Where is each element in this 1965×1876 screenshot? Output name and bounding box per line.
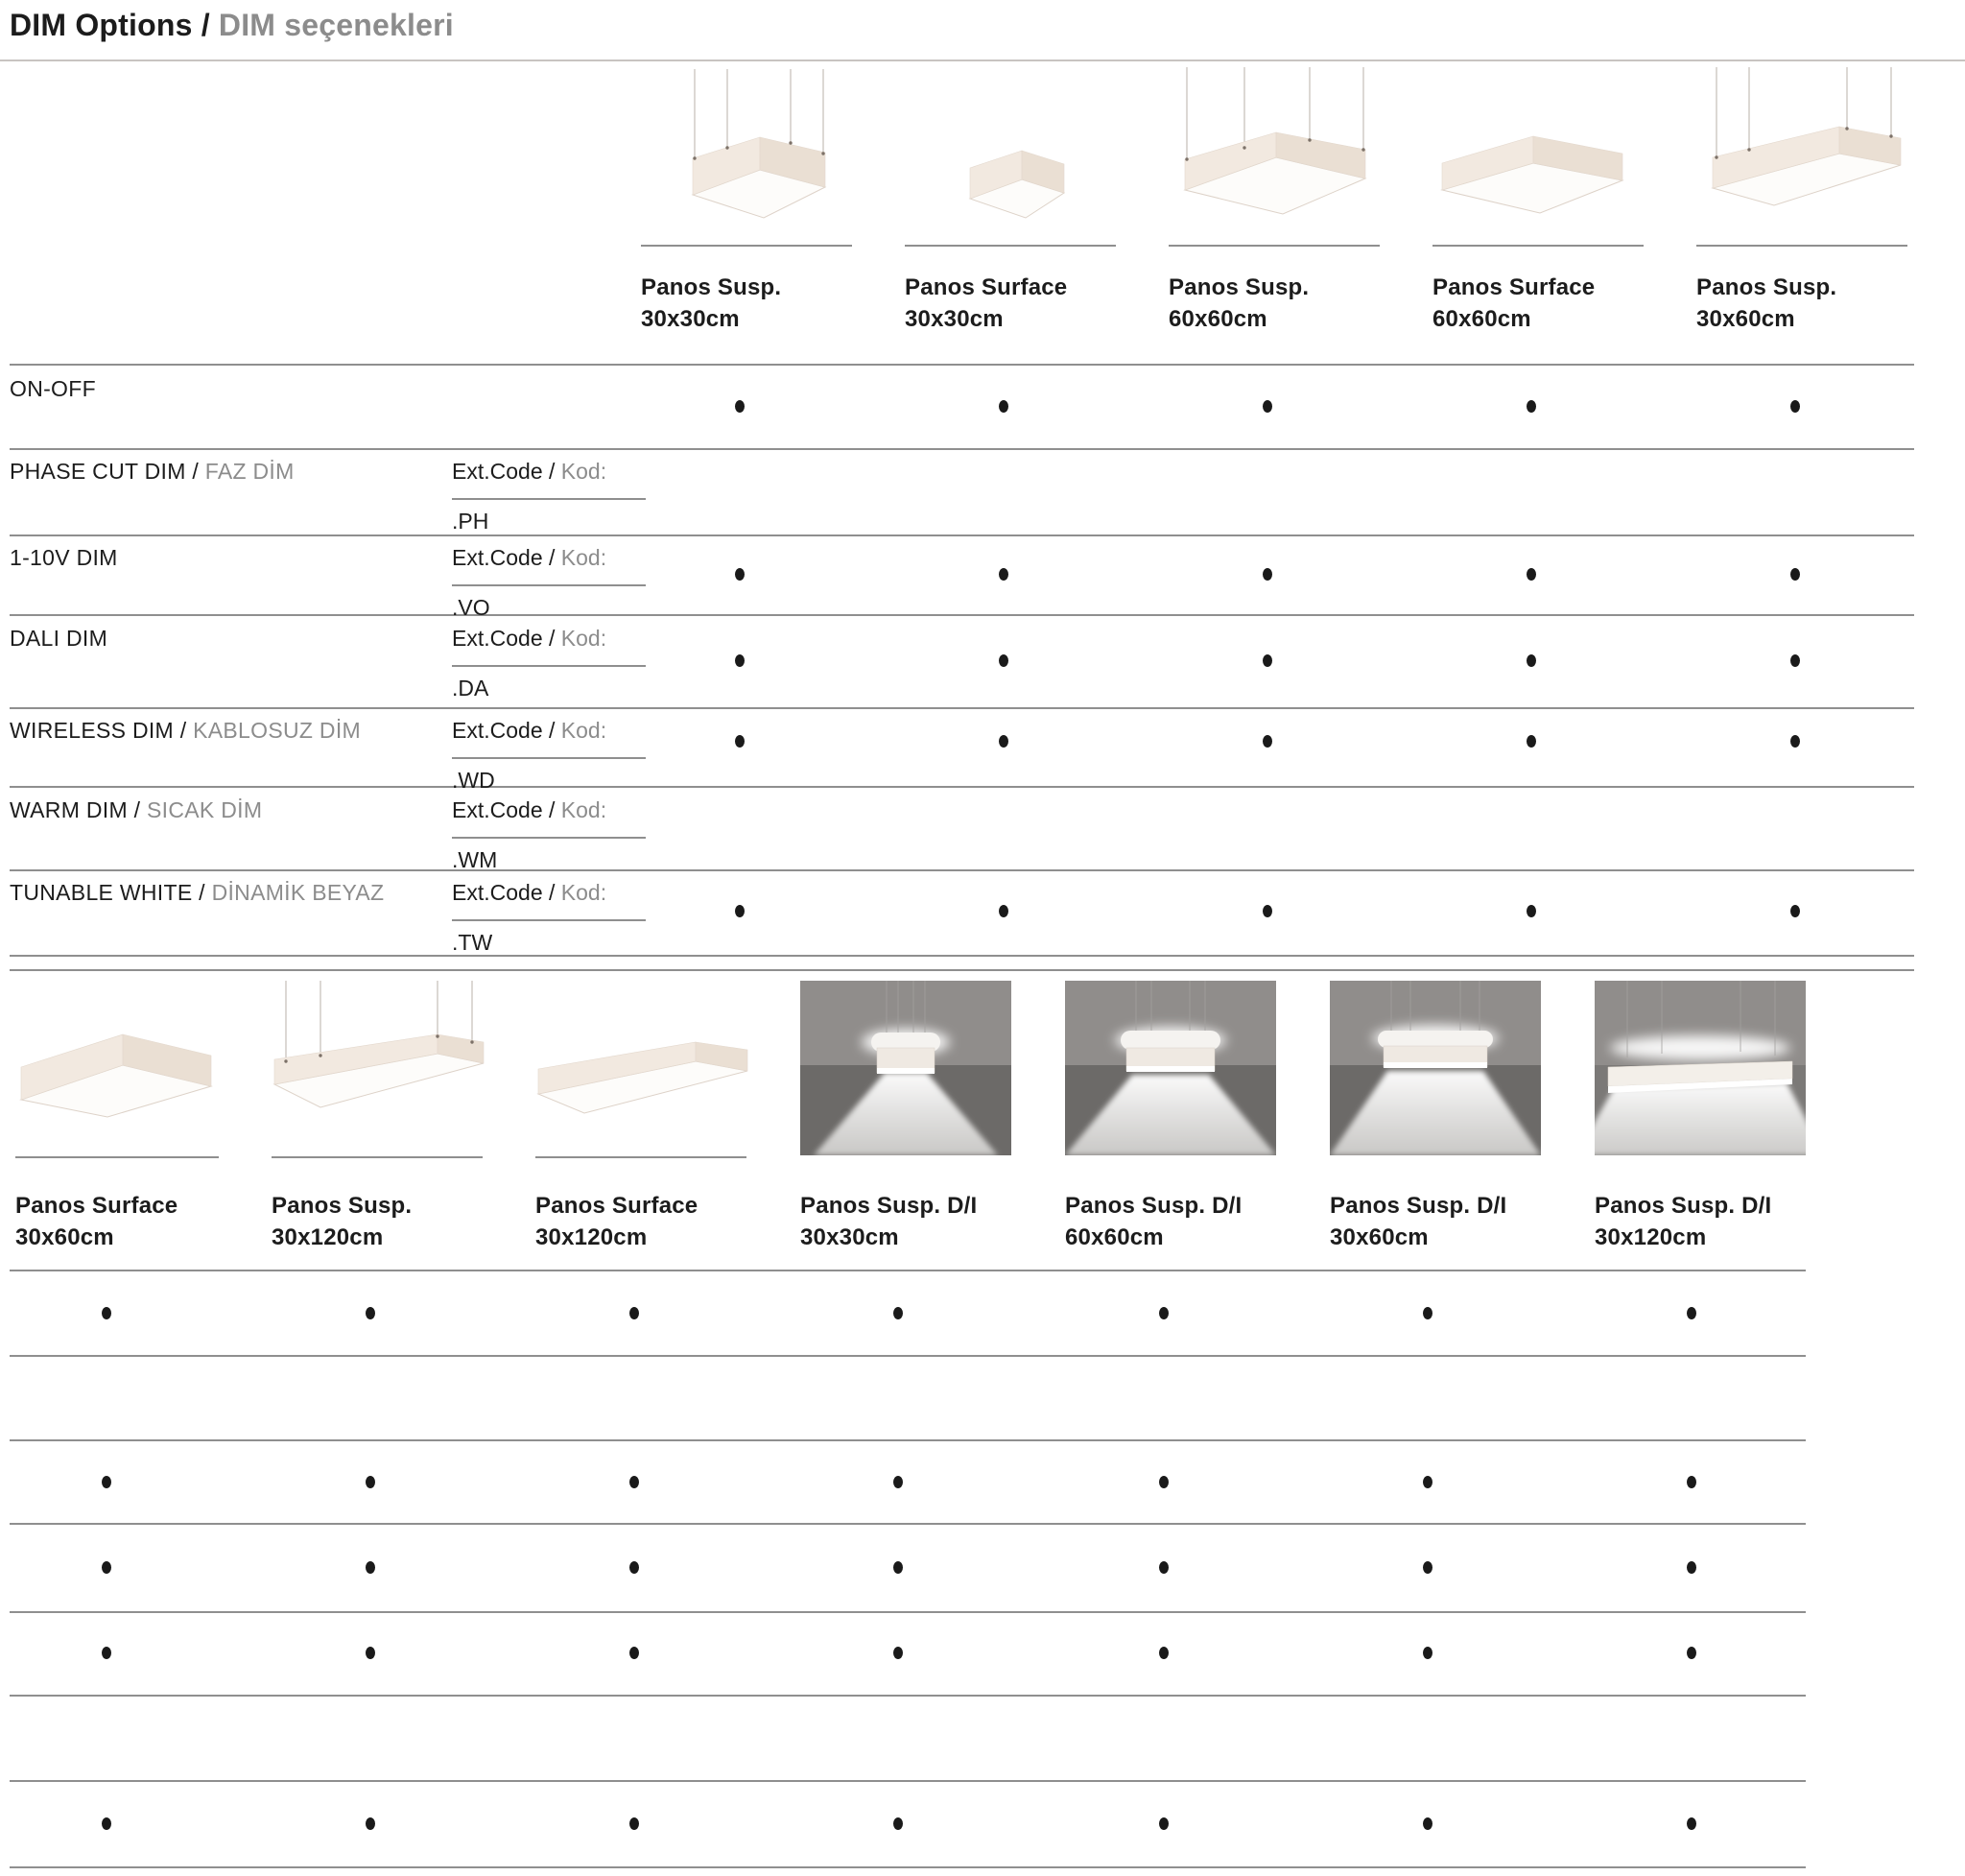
ext-code-underline bbox=[452, 837, 646, 839]
ext-code-value-ph: .PH bbox=[452, 509, 489, 534]
availability-dot bbox=[1263, 735, 1272, 748]
row-label-tr: DİNAMİK BEYAZ bbox=[211, 880, 385, 905]
availability-dot bbox=[1423, 1647, 1432, 1659]
availability-dot bbox=[1263, 400, 1272, 413]
column-header-susp-30x30 bbox=[641, 272, 781, 335]
availability-dot bbox=[1527, 735, 1536, 748]
row-rule bbox=[10, 869, 1914, 871]
column-header-surface-30x60 bbox=[15, 1190, 178, 1253]
column-name: Panos Susp. D/I bbox=[1330, 1193, 1507, 1219]
column-header-susp-60x60 bbox=[1169, 272, 1309, 335]
column-rule-1 bbox=[641, 245, 852, 247]
column-header-surface-30x30 bbox=[905, 272, 1067, 335]
product-render-panos-surface-60x60 bbox=[1434, 134, 1636, 230]
column-rule-b2 bbox=[272, 1156, 483, 1158]
section-divider-rule-bottom bbox=[10, 969, 1914, 971]
availability-dot bbox=[735, 735, 745, 748]
row-rule bbox=[10, 1780, 1806, 1782]
availability-dot bbox=[1423, 1476, 1432, 1488]
row-rule bbox=[10, 1695, 1806, 1697]
ext-code-label: Ext.Code / Kod: bbox=[452, 797, 607, 822]
row-label-en: WIRELESS DIM / bbox=[10, 718, 187, 743]
availability-dot bbox=[1527, 400, 1536, 413]
ext-code-underline bbox=[452, 757, 646, 759]
column-name: Panos Susp. D/I bbox=[800, 1193, 978, 1219]
column-size: 60x60cm bbox=[1065, 1224, 1164, 1250]
page-title bbox=[10, 8, 454, 43]
column-name: Panos Surface bbox=[15, 1193, 178, 1219]
column-header-susp-di-60x60 bbox=[1065, 1190, 1242, 1253]
row-label-tr: FAZ DİM bbox=[204, 459, 295, 484]
column-name: Panos Surface bbox=[905, 274, 1068, 300]
title-rule bbox=[0, 59, 1965, 61]
availability-dot bbox=[1159, 1307, 1169, 1319]
row-rule bbox=[10, 786, 1914, 788]
availability-dot bbox=[629, 1817, 639, 1830]
column-header-susp-di-30x120 bbox=[1595, 1190, 1771, 1253]
column-rule-3 bbox=[1169, 245, 1380, 247]
availability-dot bbox=[102, 1476, 111, 1488]
availability-dot bbox=[1790, 400, 1800, 413]
availability-dot bbox=[735, 400, 745, 413]
row-label-tr: SICAK DİM bbox=[147, 797, 263, 822]
column-header-susp-di-30x30 bbox=[800, 1190, 977, 1253]
availability-dot bbox=[366, 1307, 375, 1319]
availability-dot bbox=[366, 1817, 375, 1830]
row-label-on-off bbox=[10, 376, 96, 402]
product-render-panos-susp-30x60 bbox=[1703, 65, 1909, 233]
availability-dot bbox=[1687, 1647, 1696, 1659]
column-size: 30x30cm bbox=[905, 306, 1004, 332]
availability-dot bbox=[1790, 568, 1800, 581]
availability-dot bbox=[999, 654, 1008, 667]
product-photo-panos-susp-di-30x60 bbox=[1330, 981, 1541, 1155]
row-label-warm-dim bbox=[10, 797, 262, 823]
row-label-en: 1-10V DIM bbox=[10, 545, 118, 570]
column-name: Panos Surface bbox=[535, 1193, 698, 1219]
page-title-tr: DIM seçenekleri bbox=[218, 8, 454, 42]
availability-dot bbox=[735, 905, 745, 917]
column-name: Panos Susp. D/I bbox=[1065, 1193, 1243, 1219]
column-size: 30x120cm bbox=[1595, 1224, 1707, 1250]
ext-code-value-vo: .VO bbox=[452, 595, 490, 620]
availability-dot bbox=[102, 1561, 111, 1574]
column-name: Panos Susp. bbox=[1169, 274, 1310, 300]
column-size: 30x120cm bbox=[535, 1224, 648, 1250]
column-size: 30x30cm bbox=[800, 1224, 899, 1250]
row-rule bbox=[10, 1355, 1806, 1357]
availability-dot bbox=[1687, 1476, 1696, 1488]
availability-dot bbox=[893, 1476, 903, 1488]
column-header-susp-di-30x60 bbox=[1330, 1190, 1506, 1253]
row-label-en: WARM DIM / bbox=[10, 797, 141, 822]
column-size: 60x60cm bbox=[1432, 306, 1531, 332]
availability-dot bbox=[735, 568, 745, 581]
product-render-panos-susp-30x30 bbox=[672, 67, 849, 240]
row-label-en: ON-OFF bbox=[10, 376, 96, 401]
column-size: 30x60cm bbox=[1696, 306, 1795, 332]
row-rule bbox=[10, 614, 1914, 616]
row-rule bbox=[10, 1866, 1806, 1868]
ext-code-label: Ext.Code / Kod: bbox=[452, 459, 607, 484]
ext-code-label: Ext.Code / Kod: bbox=[452, 626, 607, 651]
row-rule bbox=[10, 707, 1914, 709]
column-rule-2 bbox=[905, 245, 1116, 247]
column-header-susp-30x60 bbox=[1696, 272, 1836, 335]
row-label-en: DALI DIM bbox=[10, 626, 108, 651]
availability-dot bbox=[1263, 654, 1272, 667]
availability-dot bbox=[1159, 1476, 1169, 1488]
column-header-surface-30x120 bbox=[535, 1190, 698, 1253]
product-photo-panos-susp-di-30x120 bbox=[1595, 981, 1806, 1155]
availability-dot bbox=[893, 1817, 903, 1830]
column-size: 30x60cm bbox=[1330, 1224, 1429, 1250]
column-name: Panos Susp. bbox=[272, 1193, 413, 1219]
availability-dot bbox=[629, 1307, 639, 1319]
row-rule bbox=[10, 448, 1914, 450]
product-render-panos-surface-30x120 bbox=[533, 1034, 753, 1116]
product-render-panos-susp-30x120 bbox=[269, 979, 489, 1125]
column-name: Panos Surface bbox=[1432, 274, 1596, 300]
availability-dot bbox=[999, 905, 1008, 917]
row-label-tr: KABLOSUZ DİM bbox=[193, 718, 361, 743]
availability-dot bbox=[366, 1476, 375, 1488]
column-rule-b1 bbox=[15, 1156, 219, 1158]
ext-code-underline bbox=[452, 919, 646, 921]
availability-dot bbox=[1687, 1307, 1696, 1319]
availability-dot bbox=[366, 1561, 375, 1574]
column-rule-4 bbox=[1432, 245, 1644, 247]
column-name: Panos Susp. bbox=[1696, 274, 1837, 300]
product-photo-panos-susp-di-60x60 bbox=[1065, 981, 1276, 1155]
row-label-en: PHASE CUT DIM / bbox=[10, 459, 200, 484]
product-render-panos-surface-30x30 bbox=[955, 139, 1079, 230]
row-label-phase-cut-dim bbox=[10, 459, 295, 485]
column-size: 30x30cm bbox=[641, 306, 740, 332]
row-label-en: TUNABLE WHITE / bbox=[10, 880, 205, 905]
ext-code-label: Ext.Code / Kod: bbox=[452, 718, 607, 743]
availability-dot bbox=[1263, 568, 1272, 581]
section-divider-rule-top bbox=[10, 955, 1914, 957]
availability-dot bbox=[1423, 1817, 1432, 1830]
ext-code-label: Ext.Code / Kod: bbox=[452, 545, 607, 570]
availability-dot bbox=[629, 1647, 639, 1659]
row-rule bbox=[10, 534, 1914, 536]
availability-dot bbox=[1159, 1817, 1169, 1830]
row-rule bbox=[10, 364, 1914, 366]
availability-dot bbox=[893, 1307, 903, 1319]
availability-dot bbox=[1159, 1561, 1169, 1574]
availability-dot bbox=[366, 1647, 375, 1659]
column-size: 60x60cm bbox=[1169, 306, 1267, 332]
row-rule bbox=[10, 1611, 1806, 1613]
column-size: 30x60cm bbox=[15, 1224, 114, 1250]
row-rule bbox=[10, 1270, 1806, 1271]
availability-dot bbox=[1790, 905, 1800, 917]
column-name: Panos Susp. bbox=[641, 274, 782, 300]
row-label-1-10v-dim bbox=[10, 545, 118, 571]
availability-dot bbox=[893, 1647, 903, 1659]
ext-code-underline bbox=[452, 665, 646, 667]
availability-dot bbox=[629, 1476, 639, 1488]
availability-dot bbox=[999, 735, 1008, 748]
column-size: 30x120cm bbox=[272, 1224, 384, 1250]
availability-dot bbox=[102, 1307, 111, 1319]
row-label-dali-dim bbox=[10, 626, 107, 652]
product-render-panos-surface-30x60 bbox=[15, 1029, 217, 1120]
ext-code-value-da: .DA bbox=[452, 676, 489, 701]
column-header-surface-60x60 bbox=[1432, 272, 1595, 335]
product-render-panos-susp-60x60 bbox=[1175, 65, 1377, 238]
availability-dot bbox=[1527, 905, 1536, 917]
ext-code-value-wd: .WD bbox=[452, 768, 495, 793]
product-photo-panos-susp-di-30x30 bbox=[800, 981, 1011, 1155]
availability-dot bbox=[102, 1647, 111, 1659]
availability-dot bbox=[1159, 1647, 1169, 1659]
column-name: Panos Susp. D/I bbox=[1595, 1193, 1772, 1219]
availability-dot bbox=[1687, 1561, 1696, 1574]
availability-dot bbox=[629, 1561, 639, 1574]
ext-code-underline bbox=[452, 498, 646, 500]
availability-dot bbox=[1790, 735, 1800, 748]
availability-dot bbox=[1527, 654, 1536, 667]
page-title-en: DIM Options / bbox=[10, 8, 210, 42]
ext-code-label: Ext.Code / Kod: bbox=[452, 880, 607, 905]
availability-dot bbox=[893, 1561, 903, 1574]
row-label-wireless-dim bbox=[10, 718, 361, 744]
row-rule bbox=[10, 1523, 1806, 1525]
availability-dot bbox=[1527, 568, 1536, 581]
ext-code-value-wm: .WM bbox=[452, 847, 498, 872]
row-rule bbox=[10, 1439, 1806, 1441]
availability-dot bbox=[1790, 654, 1800, 667]
column-rule-b3 bbox=[535, 1156, 746, 1158]
row-label-tunable-white bbox=[10, 880, 384, 906]
ext-code-underline bbox=[452, 584, 646, 586]
column-header-susp-30x120 bbox=[272, 1190, 412, 1253]
availability-dot bbox=[1423, 1561, 1432, 1574]
column-rule-5 bbox=[1696, 245, 1907, 247]
availability-dot bbox=[102, 1817, 111, 1830]
availability-dot bbox=[735, 654, 745, 667]
availability-dot bbox=[1263, 905, 1272, 917]
ext-code-value-tw: .TW bbox=[452, 930, 493, 955]
availability-dot bbox=[999, 400, 1008, 413]
availability-dot bbox=[1423, 1307, 1432, 1319]
availability-dot bbox=[1687, 1817, 1696, 1830]
availability-dot bbox=[999, 568, 1008, 581]
